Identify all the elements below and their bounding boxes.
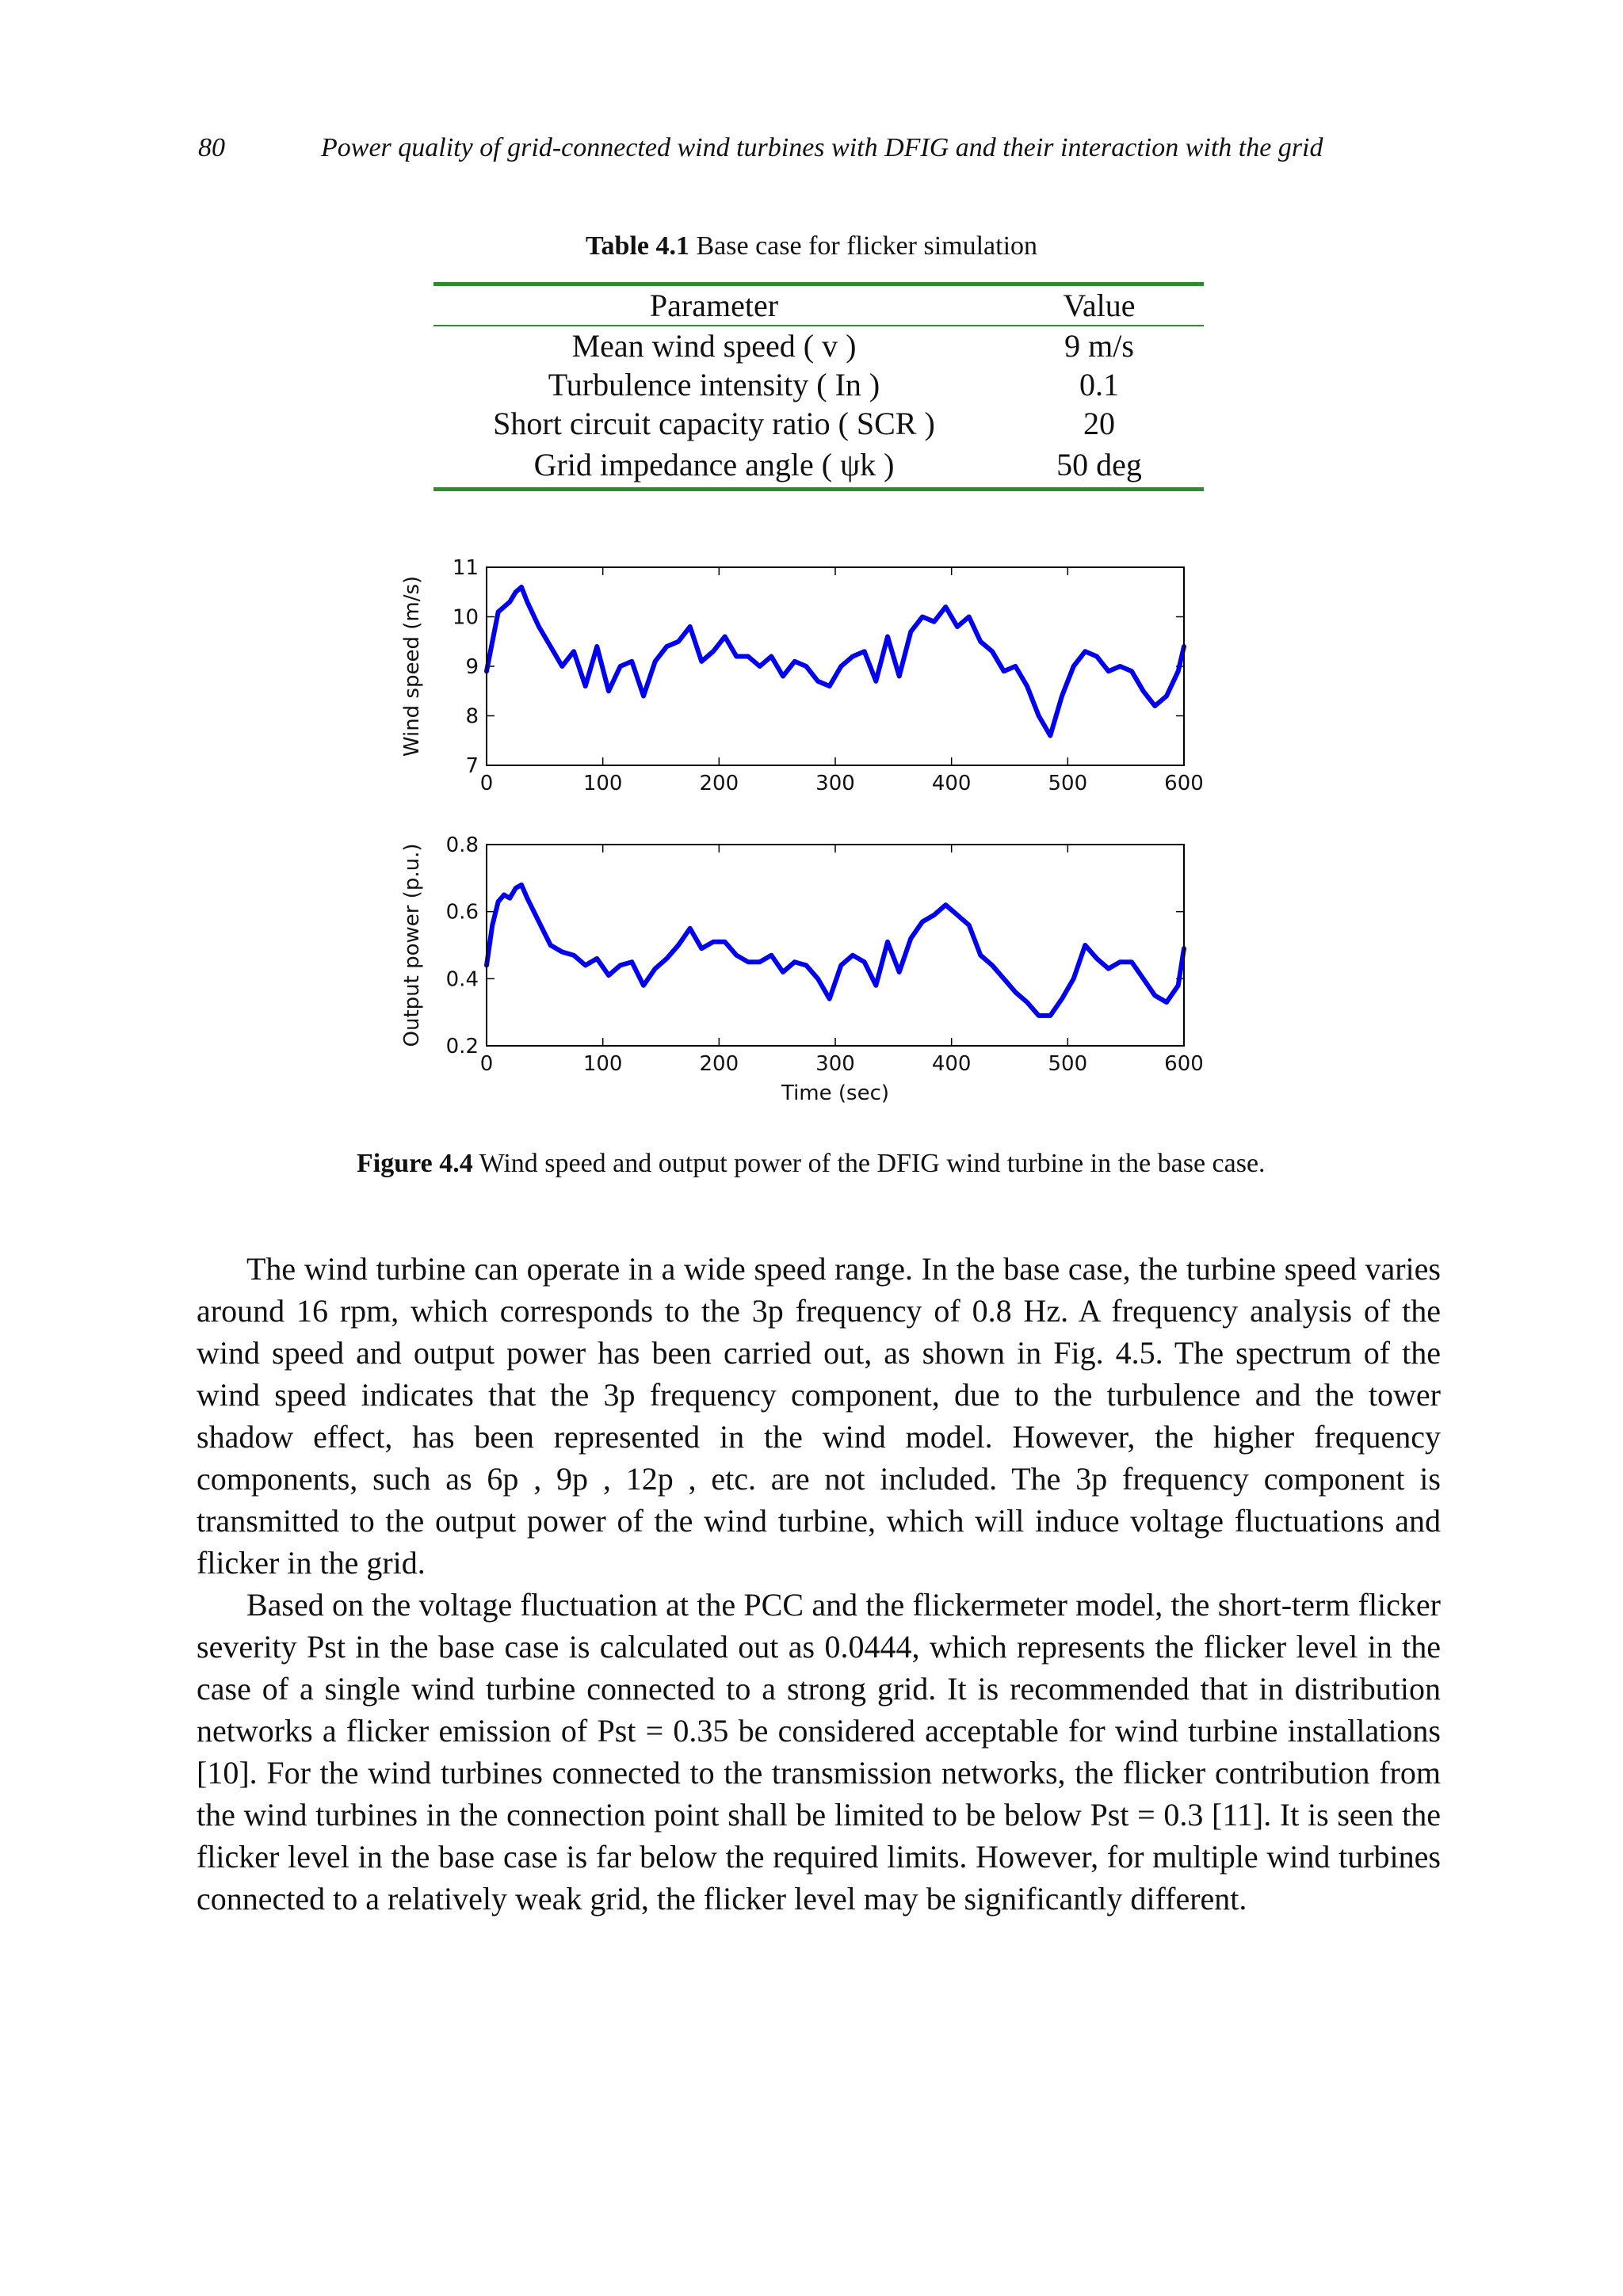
series-line-output-power [487,885,1184,1016]
y-tick-label: 0.8 [445,833,479,857]
figure-caption-text: Wind speed and output power of the DFIG wind turbine in the base case. [479,1149,1266,1178]
table-cell-parameter: Mean wind speed ( v ) [571,328,857,364]
plot-frame [487,845,1184,1046]
x-tick-label: 400 [931,1052,972,1076]
table-cell-value: 9 m/s [1064,328,1134,364]
x-tick-label: 0 [479,1052,494,1076]
x-tick-label: 100 [582,1052,623,1076]
series-line-wind-speed [487,587,1184,736]
body-text [197,1248,1441,1920]
y-tick-label: 0.6 [445,900,479,925]
table-caption-text: Base case for flicker simulation [696,231,1038,261]
y-axis-label: Output power (p.u.) [400,843,424,1047]
table-row [433,326,1204,365]
parameter-table [433,282,1204,491]
y-tick-label: 11 [452,556,479,580]
figure-4-4 [396,547,1220,1117]
column-header-parameter: Parameter [649,288,779,323]
x-tick-label: 600 [1164,772,1204,795]
table-cell-value: 20 [1083,406,1115,441]
paragraph: Based on the voltage fluctuation at the PCC and the flickermeter model, the short-term flicker severity Pst in the base case is calculated out as 0.0444, which represents the flicker level in the case of a single wind turbine connected to a strong grid. It is recommended that in distribution networks a flicker emission of Pst = 0.35 be considered acceptable for wind turbine installations [10]. For the wind turbines connected to the transmission networks, the flicker contribution from the wind turbines in the connection point shall be limited to be below Pst = 0.3 [11]. It is seen the flicker level in the base case is far below the required limits. However, for multiple wind turbines connected to a relatively weak grid, the flicker level may be significantly different. [197,1587,1441,1917]
x-tick-label: 400 [931,772,972,795]
table-cell-parameter: Short circuit capacity ratio ( SCR ) [493,406,935,441]
y-tick-label: 9 [465,655,479,679]
table-caption [0,231,1623,261]
y-tick-label: 8 [465,704,479,729]
y-tick-label: 7 [465,754,479,778]
table-row [433,443,1204,490]
figure-caption [357,1146,1284,1182]
x-tick-label: 200 [699,1052,739,1076]
x-tick-label: 500 [1048,772,1088,795]
x-tick-label: 0 [479,772,494,795]
x-tick-label: 600 [1164,1052,1204,1076]
table-cell-parameter: Turbulence intensity ( In ) [548,367,880,402]
table-cell-value: 50 deg [1056,447,1142,482]
table-cell-value: 0.1 [1079,367,1119,402]
table-row [433,404,1204,443]
y-tick-label: 0.4 [445,967,479,992]
y-tick-label: 0.2 [445,1035,479,1058]
x-tick-label: 200 [699,772,739,795]
table-row [433,365,1204,404]
table-label: Table 4.1 [585,231,689,261]
x-axis-label: Time (sec) [781,1081,890,1105]
x-tick-label: 300 [815,1052,855,1076]
table-header-row [433,284,1204,326]
y-tick-label: 10 [452,605,479,630]
x-tick-label: 500 [1048,1052,1088,1076]
paragraph: The wind turbine can operate in a wide speed range. In the base case, the turbine speed varies around 16 rpm, which corresponds to the 3p frequency of 0.8 Hz. A frequency analysis of the wind speed and output power has been carried out, as shown in Fig. 4.5. The spectrum of the wind speed indicates that the 3p frequency component, due to the turbulence and the tower shadow effect, has been represented in the wind model. However, the higher frequency components, such as 6p , 9p , 12p , etc. are not included. The 3p frequency component is transmitted to the output power of the wind turbine, which will induce voltage fluctuations and flicker in the grid. [197,1251,1441,1581]
figure-label: Figure 4.4 [357,1149,473,1178]
x-tick-label: 100 [582,772,623,795]
y-axis-label: Wind speed (m/s) [400,575,424,757]
page-number: 80 [198,133,225,162]
column-header-value: Value [1063,288,1136,323]
running-title: Power quality of grid-connected wind turbines with DFIG and their interaction with the grid [321,133,1323,162]
x-tick-label: 300 [815,772,855,795]
wind-speed-power-figure [396,547,1220,1117]
table-cell-parameter: Grid impedance angle ( ψk ) [533,447,895,482]
